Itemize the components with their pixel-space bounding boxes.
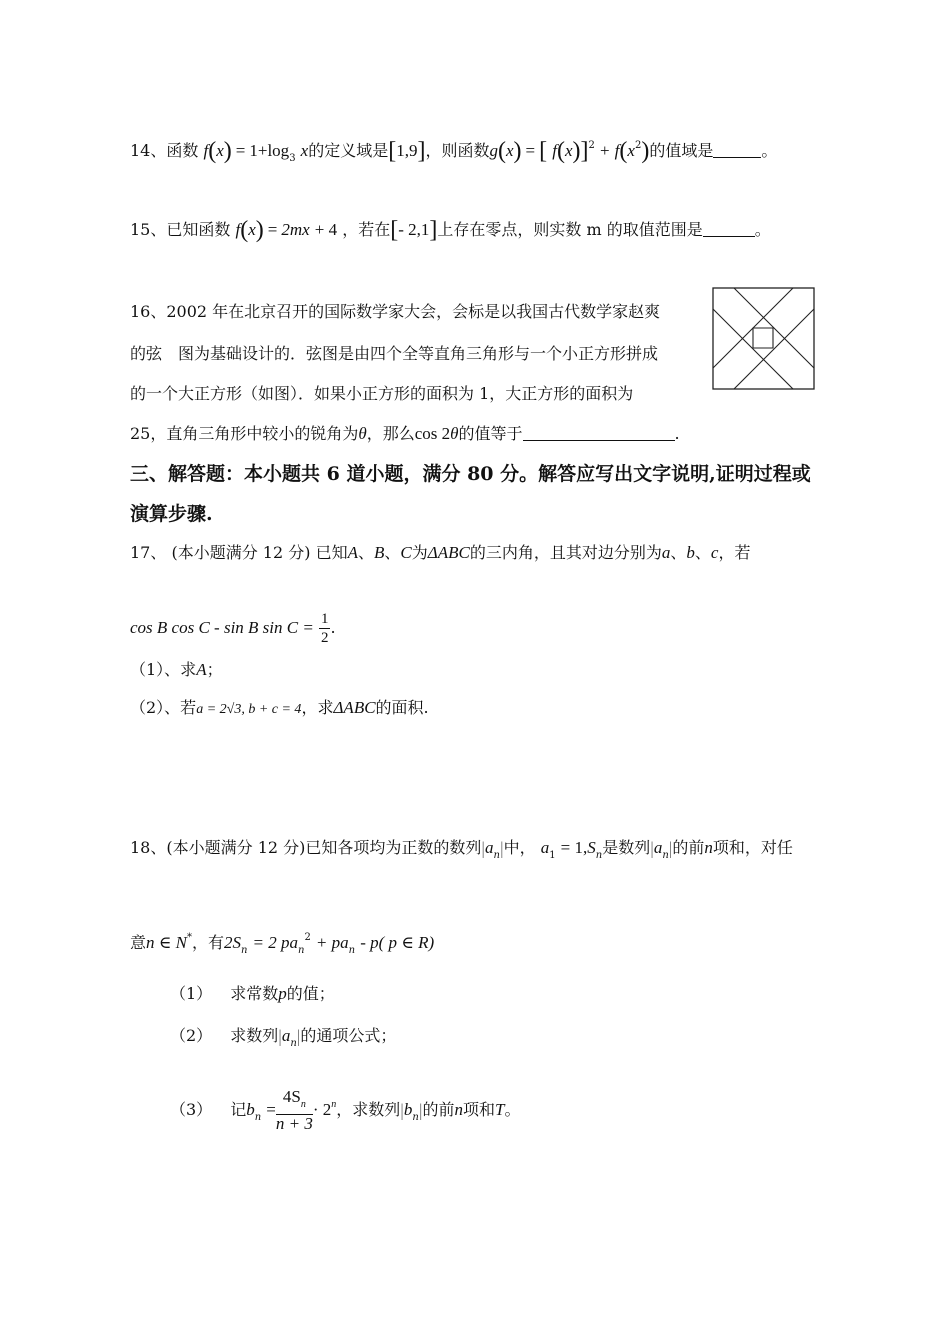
fraction-one-half: $\frac{1}{2}$	[320, 611, 329, 646]
triangle-edge	[713, 309, 793, 389]
question-16-line-1: 16、2002 年在北京召开的国际数学家大会，会标是以我国古代数学家赵爽	[130, 302, 661, 321]
question-14: 14、函数 $f(x) = 1+\log_3$ x的定义域是[1,9]，则函数g(x) = [ $f(x)]^2 + f(x^2)$的值域是 。	[130, 138, 778, 164]
question-18-condition: 意n ∈ N*，有$2S_n = 2$ $pa_n^2 + pa_n - p$( p ∈ R)	[130, 932, 435, 956]
answer-blank-16	[523, 440, 675, 441]
question-18-part-3: （3） 记$b_n$ = $\frac{4S_n}{n + 3}$ · $2^n$，求数列$|b_n|$的前n项和T。	[170, 1087, 521, 1133]
small-square	[753, 328, 773, 348]
question-17-condition: cos B cos C - sin B sin C = $\frac{1}{2}$ .	[130, 611, 336, 646]
question-16-line-2: 的弦 图为基础设计的．弦图是由四个全等直角三角形与一个小正方形拼成	[130, 344, 659, 363]
question-18-part-2: （2） 求数列$|a_n|$的通项公式；	[170, 1026, 397, 1049]
large-square	[713, 288, 814, 389]
string-diagram-figure	[712, 287, 816, 391]
question-16-line-3: 的一个大正方形（如图）．如果小正方形的面积为 1，大正方形的面积为	[130, 384, 634, 403]
section-3-heading-cont: 演算步骤.	[130, 503, 213, 525]
answer-blank-15	[703, 236, 755, 237]
section-3-heading: 三、解答题：本小题共 6 道小题，满分 80 分。解答应写出文字说明,证明过程或	[130, 463, 811, 485]
question-18: 18、(本小题满分 12 分)已知各项均为正数的数列$|a_n|$中， $a_1 = 1,S_n$是数列$|a_n|$的前n项和，对任	[130, 838, 793, 861]
triangle-edge	[734, 309, 814, 389]
question-15: 15、已知函数 f(x) = 2mx + 4 ，若在[- 2,1]上存在零点，则实数 m 的取值范围是 。	[130, 217, 771, 243]
question-17: 17、 (本小题满分 12 分) 已知A、B、C为ΔABC的三内角，且其对边分别为a、b、c，若	[130, 543, 751, 562]
answer-blank-14	[713, 157, 761, 158]
question-18-part-1: （1） 求常数p的值；	[170, 984, 335, 1003]
question-17-part-1: （1）、求A；	[130, 660, 223, 679]
question-16-line-4: 25，直角三角形中较小的锐角为θ，那么cos 2θ的值等于 .	[130, 424, 680, 443]
fraction-bn: $\frac{4S_n}{n + 3}$	[275, 1087, 313, 1133]
triangle-edge	[734, 288, 814, 368]
question-17-part-2: （2）、若a = 2√3, b + c = 4，求ΔABC的面积.	[130, 698, 429, 717]
